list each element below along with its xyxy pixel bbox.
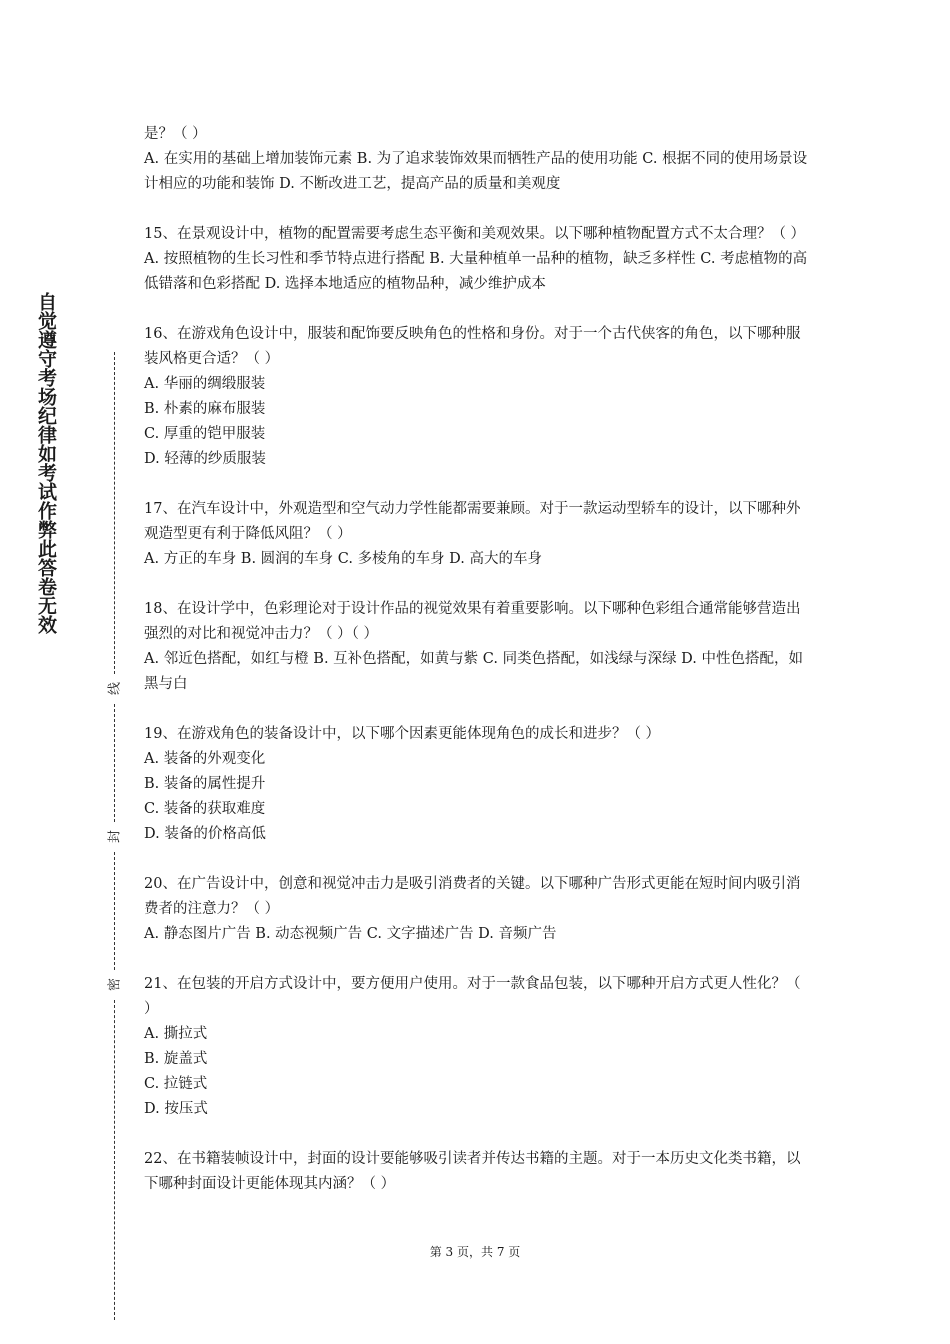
question-20 xyxy=(144,872,812,947)
question-stem: 15、在景观设计中，植物的配置需要考虑生态平衡和美观效果。以下哪种植物配置方式不太合理？（ ） xyxy=(144,226,806,242)
question-options: A. 方正的车身 B. 圆润的车身 C. 多棱角的车身 D. 高大的车身 xyxy=(144,551,543,567)
binding-mark-dense: 密 xyxy=(107,978,123,992)
option-d: D. 按压式 xyxy=(144,1101,208,1117)
option-a: A. 装备的外观变化 xyxy=(144,751,266,767)
question-16 xyxy=(144,322,812,472)
option-d: D. 装备的价格高低 xyxy=(144,826,266,842)
binding-line xyxy=(104,352,126,1320)
question-options: A. 静态图片广告 B. 动态视频广告 C. 文字描述广告 D. 音频广告 xyxy=(144,926,557,942)
question-stem: 20、在广告设计中，创意和视觉冲击力是吸引消费者的关键。以下哪种广告形式更能在短时间内吸引消费者的注意力？（ ） xyxy=(144,876,801,917)
question-19 xyxy=(144,722,812,847)
question-22 xyxy=(144,1147,812,1197)
exam-discipline-notice: 自觉遵守考场纪律如考试作弊此答卷无效 xyxy=(35,292,57,634)
option-c: C. 厚重的铠甲服装 xyxy=(144,426,266,442)
question-stem: 17、在汽车设计中，外观造型和空气动力学性能都需要兼顾。对于一款运动型轿车的设计，以下哪种外观造型更有利于降低风阻？（ ） xyxy=(144,501,801,542)
question-options: A. 邻近色搭配，如红与橙 B. 互补色搭配，如黄与紫 C. 同类色搭配，如浅绿与深绿 D. 中性色搭配，如黑与白 xyxy=(144,651,804,692)
question-stem: 21、在包装的开启方式设计中，要方便用户使用。对于一款食品包装，以下哪种开启方式更人性化？（ ） xyxy=(144,976,801,1017)
page-number: 第 3 页，共 7 页 xyxy=(429,1245,521,1259)
question-14-tail xyxy=(144,122,812,197)
binding-mark-seal: 封 xyxy=(107,830,123,844)
option-b: B. 装备的属性提升 xyxy=(144,776,266,792)
question-options: A. 按照植物的生长习性和季节特点进行搭配 B. 大量种植单一品种的植物，缺乏多样性 C. 考虑植物的高低错落和色彩搭配 D. 选择本地适应的植物品种，减少维护成本 xyxy=(144,251,808,292)
question-18 xyxy=(144,597,812,697)
option-b: B. 朴素的麻布服装 xyxy=(144,401,266,417)
option-b: B. 旋盖式 xyxy=(144,1051,208,1067)
question-15 xyxy=(144,222,812,297)
question-stem: 是？（ ） xyxy=(144,126,207,142)
question-stem: 18、在设计学中，色彩理论对于设计作品的视觉效果有着重要影响。以下哪种色彩组合通常能够营造出强烈的对比和视觉冲击力？（ ）（ ） xyxy=(144,601,801,642)
option-a: A. 华丽的绸缎服装 xyxy=(144,376,266,392)
option-c: C. 拉链式 xyxy=(144,1076,208,1092)
question-17 xyxy=(144,497,812,572)
question-options: A. 在实用的基础上增加装饰元素 B. 为了追求装饰效果而牺牲产品的使用功能 C. 根据不同的使用场景设计相应的功能和装饰 D. 不断改进工艺，提高产品的质量和美观度 xyxy=(144,151,808,192)
option-d: D. 轻薄的纱质服装 xyxy=(144,451,266,467)
question-stem: 19、在游戏角色的装备设计中，以下哪个因素更能体现角色的成长和进步？（ ） xyxy=(144,726,661,742)
question-stem: 22、在书籍装帧设计中，封面的设计要能够吸引读者并传达书籍的主题。对于一本历史文化类书籍，以下哪种封面设计更能体现其内涵？（ ） xyxy=(144,1151,801,1192)
option-c: C. 装备的获取难度 xyxy=(144,801,266,817)
question-21 xyxy=(144,972,812,1122)
question-stem: 16、在游戏角色设计中，服装和配饰要反映角色的性格和身份。对于一个古代侠客的角色，以下哪种服装风格更合适？（ ） xyxy=(144,326,801,367)
option-a: A. 撕拉式 xyxy=(144,1026,208,1042)
binding-mark-line: 线 xyxy=(107,682,123,696)
question-list xyxy=(144,122,812,1222)
